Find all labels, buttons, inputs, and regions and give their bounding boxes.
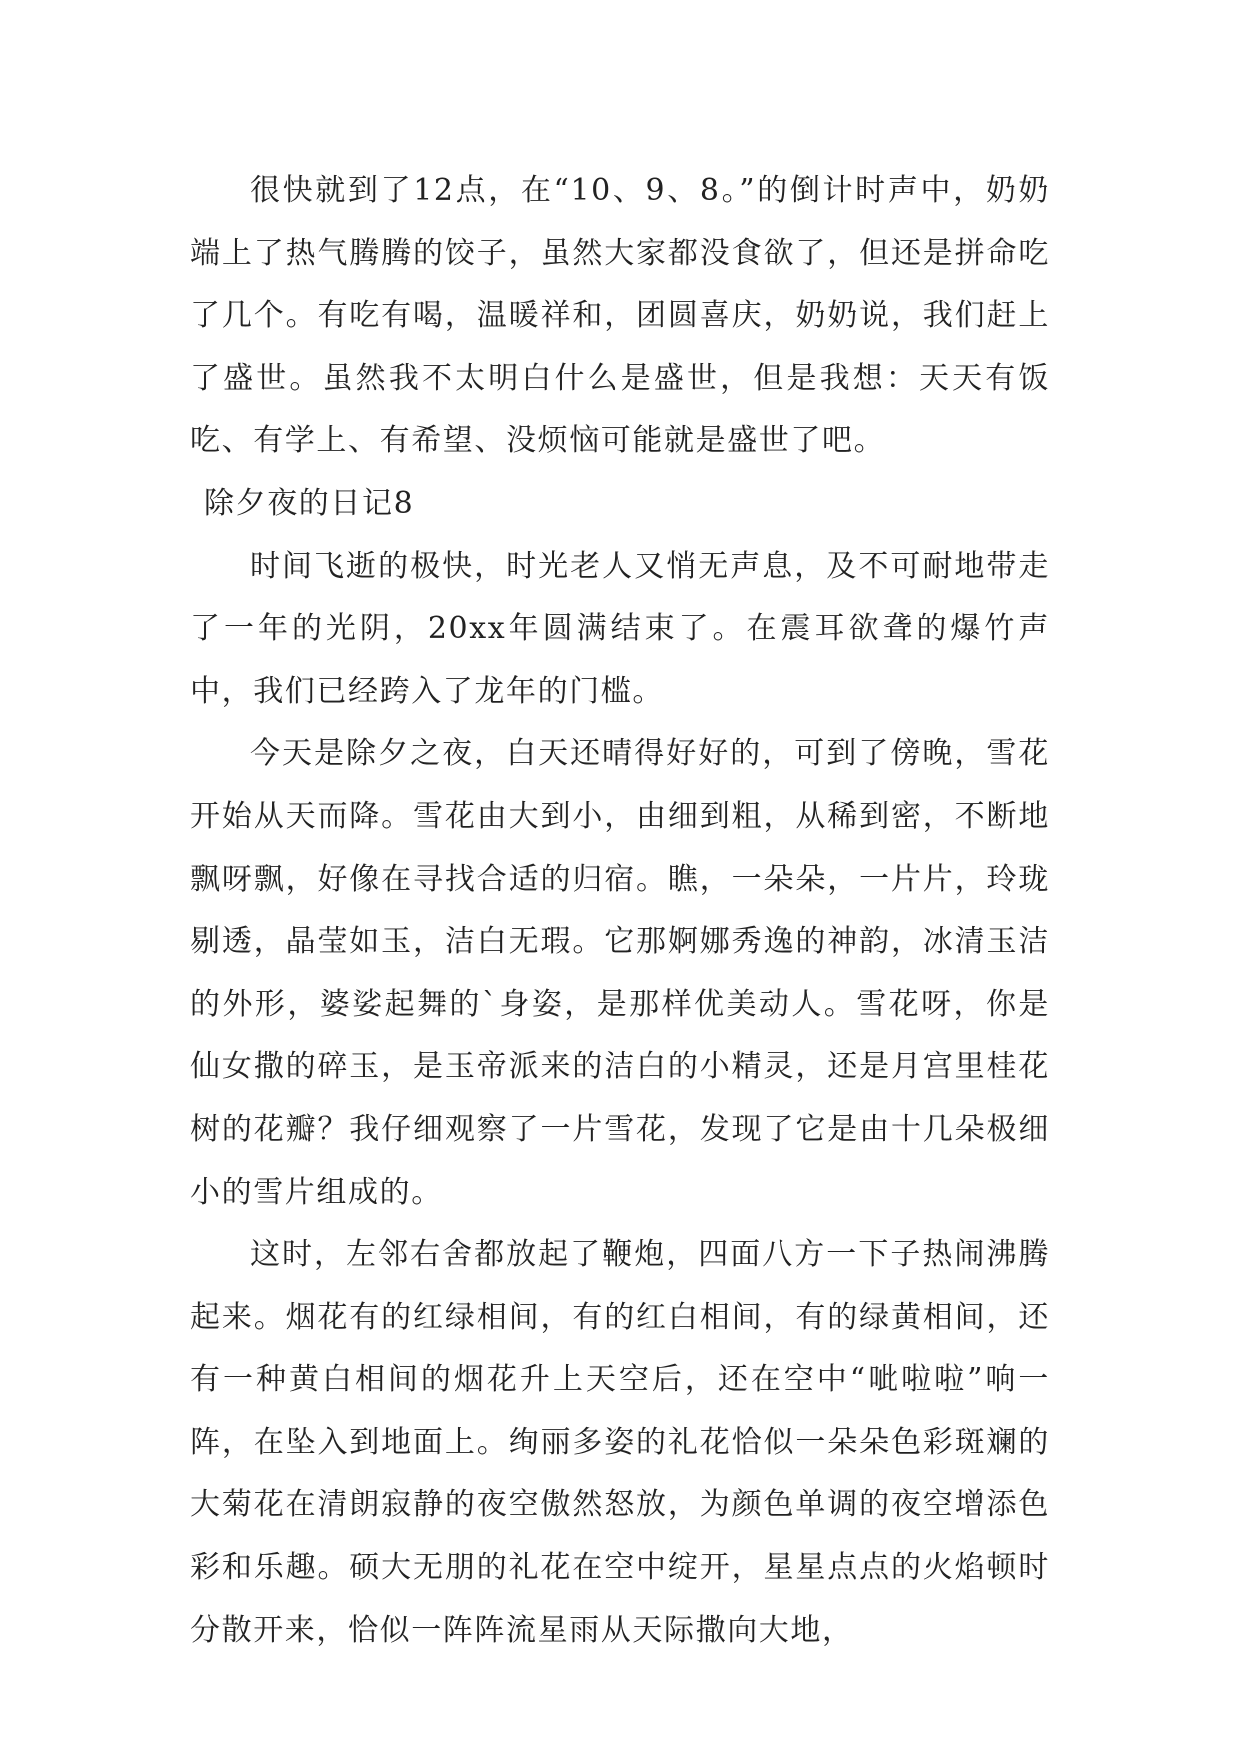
- section-title: 除夕夜的日记8: [204, 485, 415, 521]
- paragraph-time-flies: 时间飞逝的极快，时光老人又悄无声息，及不可耐地带走了一年的光阴，20xx年圆满结束了。在震耳欲聋的爆竹声中，我们已经跨入了龙年的门槛。: [190, 548, 1050, 709]
- paragraph-new-year-dumplings: 很快就到了12点，在“10、9、8。”的倒计时声中，奶奶端上了热气腾腾的饺子，虽然大家都没食欲了，但还是拼命吃了几个。有吃有喝，温暖祥和，团圆喜庆，奶奶说，我们赶上了盛世。虽然我不太明白什么是盛世，但是我想：天天有饭吃、有学上、有希望、没烦恼可能就是盛世了吧。: [190, 173, 1050, 459]
- document-body: [190, 160, 1050, 1662]
- paragraph-fireworks: 这时，左邻右舍都放起了鞭炮，四面八方一下子热闹沸腾起来。烟花有的红绿相间，有的红白相间，有的绿黄相间，还有一种黄白相间的烟花升上天空后，还在空中“呲啦啦”响一阵，在坠入到地面上。绚丽多姿的礼花恰似一朵朵色彩斑斓的大菊花在清朗寂静的夜空傲然怒放，为颜色单调的夜空增添色彩和乐趣。硕大无朋的礼花在空中绽开，星星点点的火焰顿时分散开来，恰似一阵阵流星雨从天际撒向大地，: [190, 1237, 1050, 1648]
- paragraph-snowfall: 今天是除夕之夜，白天还晴得好好的，可到了傍晚，雪花开始从天而降。雪花由大到小，由细到粗，从稀到密，不断地飘呀飘，好像在寻找合适的归宿。瞧，一朵朵，一片片，玲珑剔透，晶莹如玉，洁白无瑕。它那婀娜秀逸的神韵，冰清玉洁的外形，婆娑起舞的`身姿，是那样优美动人。雪花呀，你是仙女撒的碎玉，是玉帝派来的洁白的小精灵，还是月宫里桂花树的花瓣？我仔细观察了一片雪花，发现了它是由十几朵极细小的雪片组成的。: [190, 736, 1050, 1210]
